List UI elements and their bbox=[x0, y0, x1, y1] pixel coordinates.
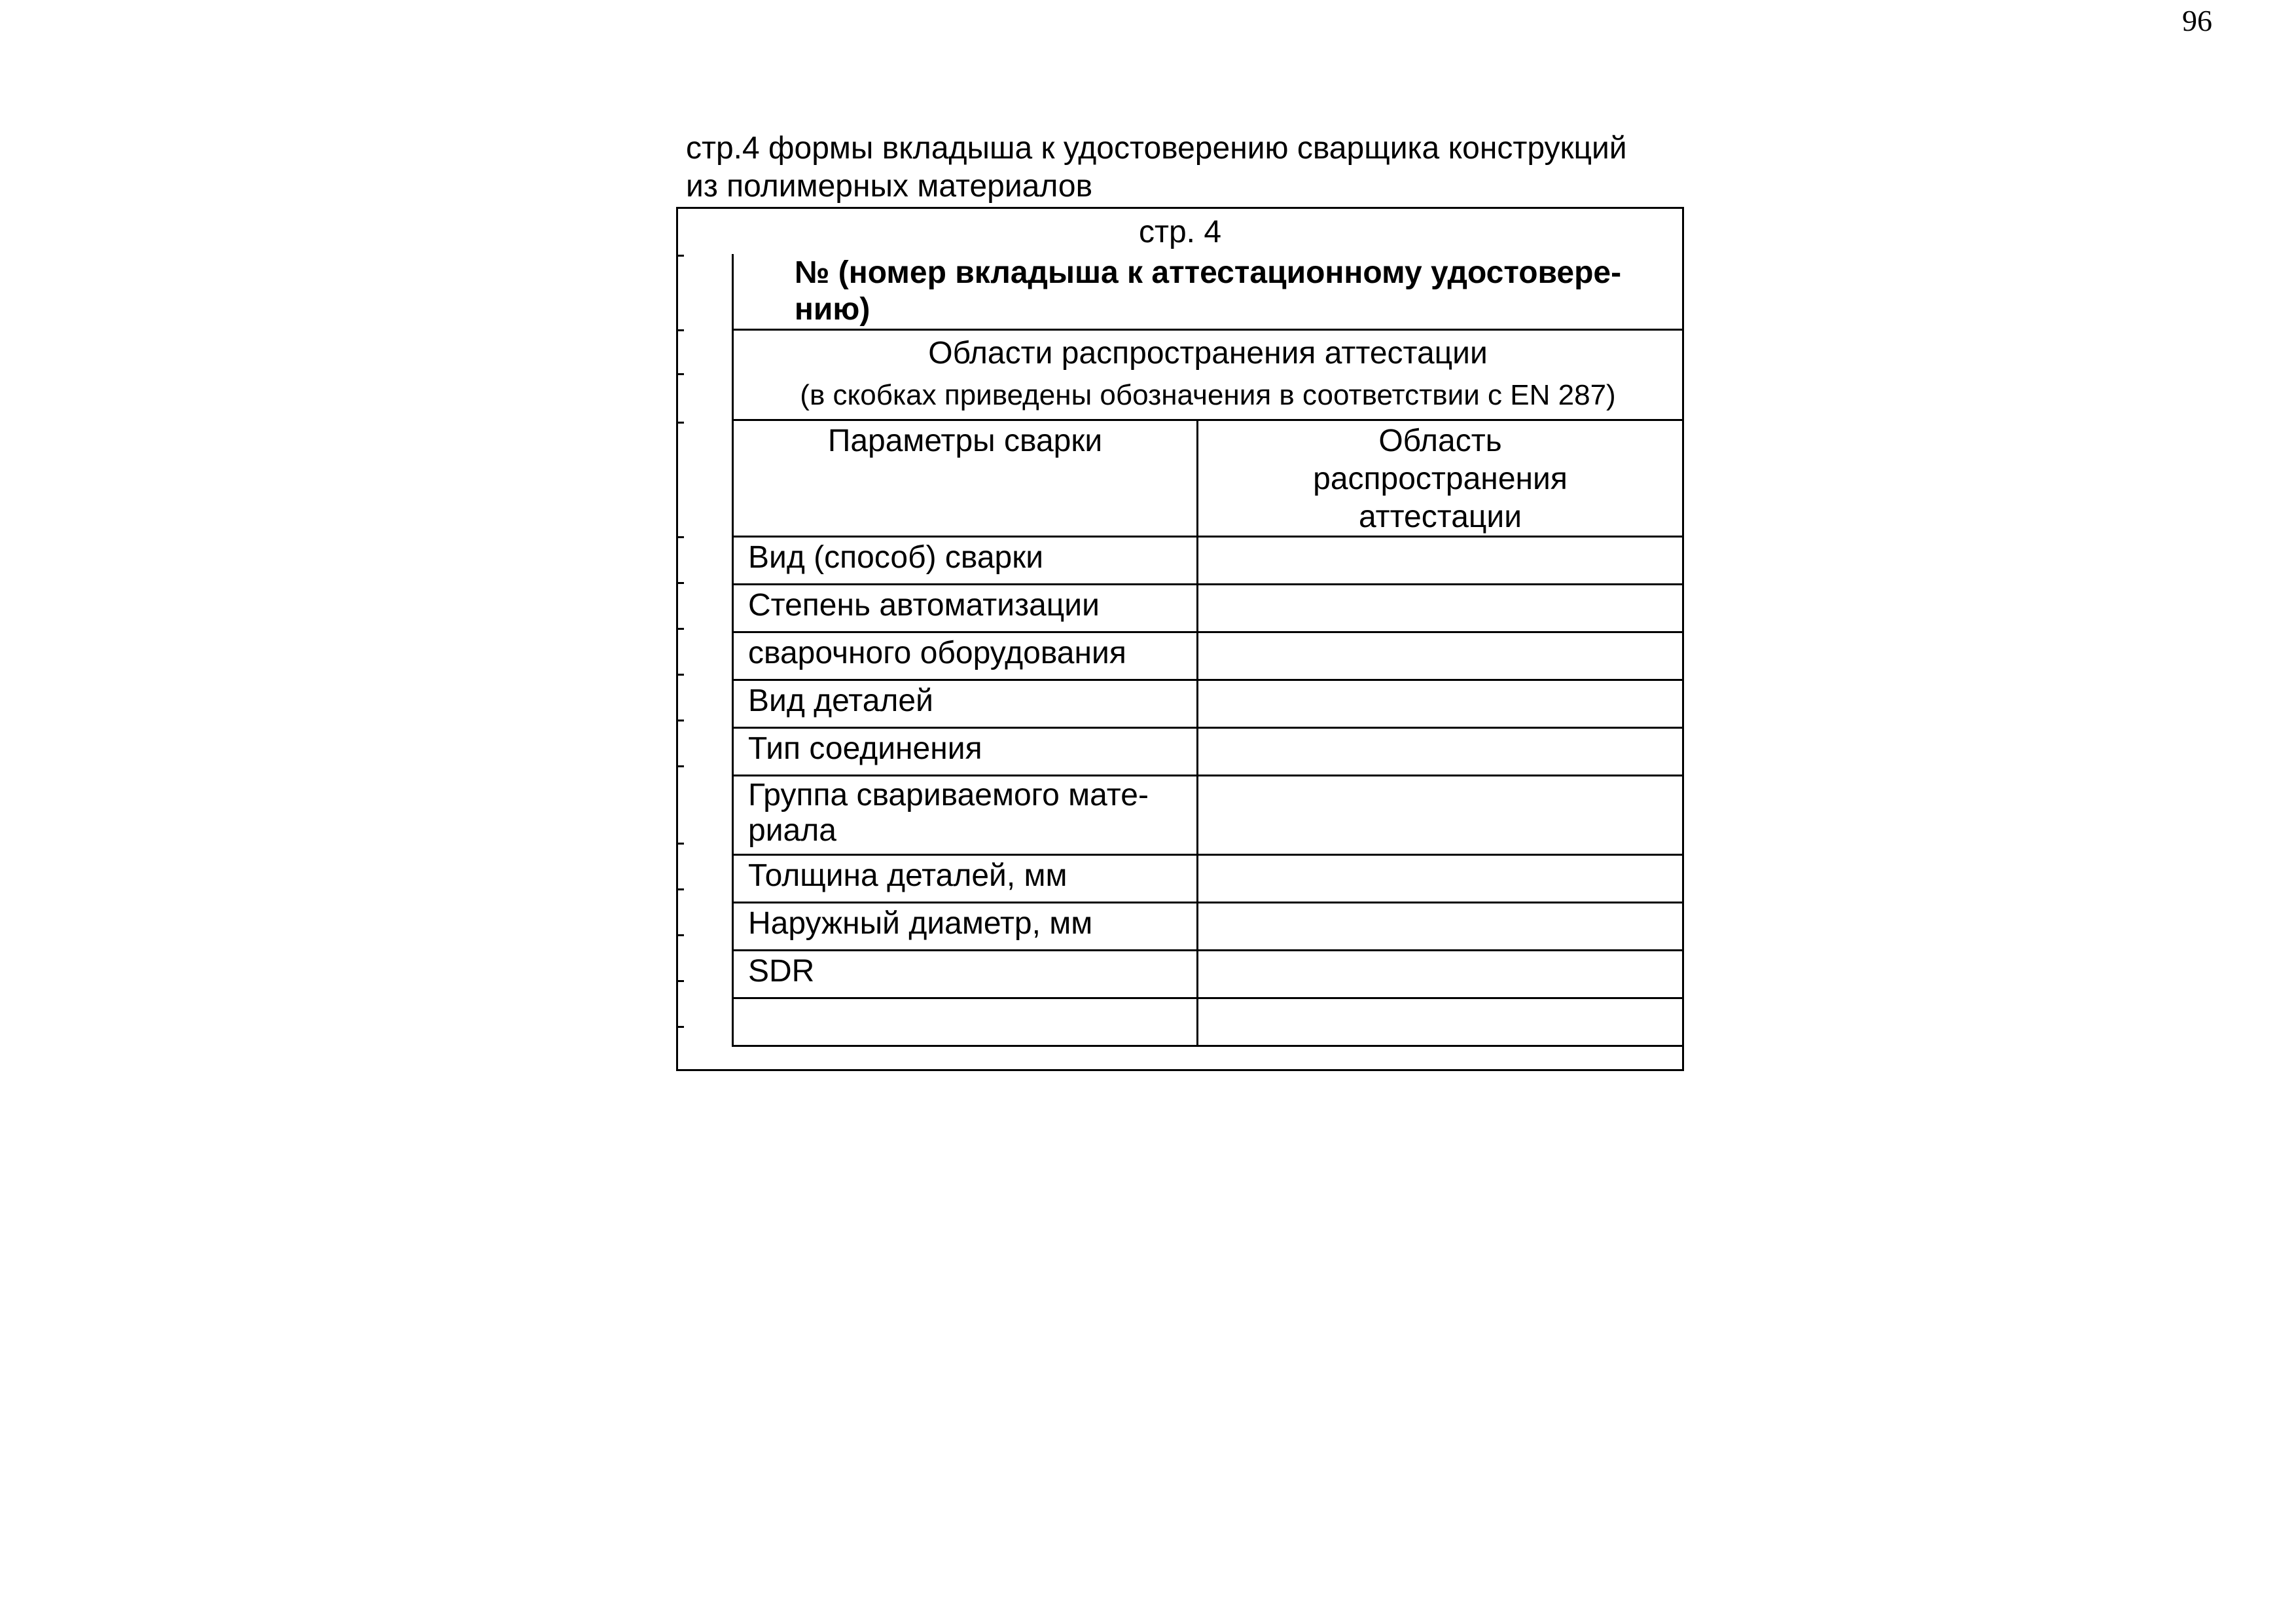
table-row bbox=[732, 902, 1682, 949]
frame-tick bbox=[678, 628, 684, 630]
area-subtitle: (в скобках приведены обозначения в соответствии с EN 287) bbox=[800, 379, 1616, 411]
caption-line-2: из полимерных материалов bbox=[686, 169, 1093, 204]
insert-title-line-1: № (номер вкладыша к аттестационному удостовере- bbox=[794, 255, 1622, 290]
frame-tick bbox=[678, 422, 684, 424]
scope-cell bbox=[1196, 538, 1682, 583]
sheet-label: стр. 4 bbox=[1138, 215, 1222, 249]
table-row bbox=[732, 631, 1682, 679]
column-header-params bbox=[732, 421, 1196, 536]
frame-tick bbox=[678, 934, 684, 936]
frame-tick bbox=[678, 720, 684, 721]
frame-tick bbox=[678, 1026, 684, 1028]
caption-line-1: стр.4 формы вкладыша к удостоверению сварщика конструкций bbox=[686, 131, 1627, 166]
frame-tick bbox=[678, 329, 684, 331]
table-row bbox=[732, 583, 1682, 631]
frame-tick bbox=[678, 980, 684, 982]
frame-tick bbox=[678, 582, 684, 584]
frame-tick bbox=[678, 373, 684, 375]
column-header-scope-line-3: аттестации bbox=[1358, 500, 1522, 534]
param-cell: Степень автоматизации bbox=[732, 585, 1196, 631]
table-bottom-border bbox=[732, 1045, 1682, 1047]
page-number: 96 bbox=[2182, 4, 2212, 37]
attestation-area-heading bbox=[732, 329, 1682, 419]
table-row bbox=[732, 727, 1682, 775]
table-row bbox=[732, 949, 1682, 997]
param-cell: Тип соединения bbox=[732, 729, 1196, 775]
table-row bbox=[732, 854, 1682, 902]
param-cell: сварочного оборудования bbox=[732, 633, 1196, 679]
frame-tick bbox=[678, 765, 684, 767]
scope-cell bbox=[1196, 856, 1682, 902]
column-header-scope bbox=[1196, 421, 1682, 536]
insert-title-line-2: нию) bbox=[794, 292, 870, 327]
param-cell: Толщина деталей, мм bbox=[732, 856, 1196, 902]
frame-tick bbox=[678, 888, 684, 890]
table-row bbox=[732, 775, 1682, 854]
insert-table bbox=[732, 254, 1682, 1047]
frame-tick bbox=[678, 536, 684, 538]
frame-tick bbox=[678, 255, 684, 257]
frame-tick bbox=[678, 843, 684, 845]
column-header-scope-line-1: Область bbox=[1378, 424, 1502, 458]
param-cell: SDR bbox=[732, 951, 1196, 997]
scope-cell bbox=[1196, 681, 1682, 727]
scope-cell bbox=[1196, 729, 1682, 775]
form-caption bbox=[686, 130, 1707, 206]
table-row bbox=[732, 536, 1682, 583]
param-cell bbox=[732, 999, 1196, 1045]
frame-tick bbox=[678, 674, 684, 676]
scope-cell bbox=[1196, 776, 1682, 854]
table-header-row bbox=[732, 419, 1682, 536]
scope-cell bbox=[1196, 633, 1682, 679]
insert-title bbox=[732, 254, 1682, 329]
param-cell: Вид (способ) сварки bbox=[732, 538, 1196, 583]
column-header-scope-line-2: распространения bbox=[1313, 462, 1568, 496]
scope-cell bbox=[1196, 999, 1682, 1045]
param-cell: Вид деталей bbox=[732, 681, 1196, 727]
param-cell-line-2: риала bbox=[748, 813, 836, 848]
table-row bbox=[732, 997, 1682, 1045]
scope-cell bbox=[1196, 951, 1682, 997]
scope-cell bbox=[1196, 903, 1682, 949]
param-cell: Наружный диаметр, мм bbox=[732, 903, 1196, 949]
table-row bbox=[732, 679, 1682, 727]
param-cell-line-1: Группа свариваемого мате- bbox=[748, 778, 1149, 812]
scope-cell bbox=[1196, 585, 1682, 631]
column-header-params-label: Параметры сварки bbox=[827, 424, 1103, 458]
area-title: Области распространения аттестации bbox=[928, 336, 1488, 371]
param-cell bbox=[732, 776, 1196, 854]
